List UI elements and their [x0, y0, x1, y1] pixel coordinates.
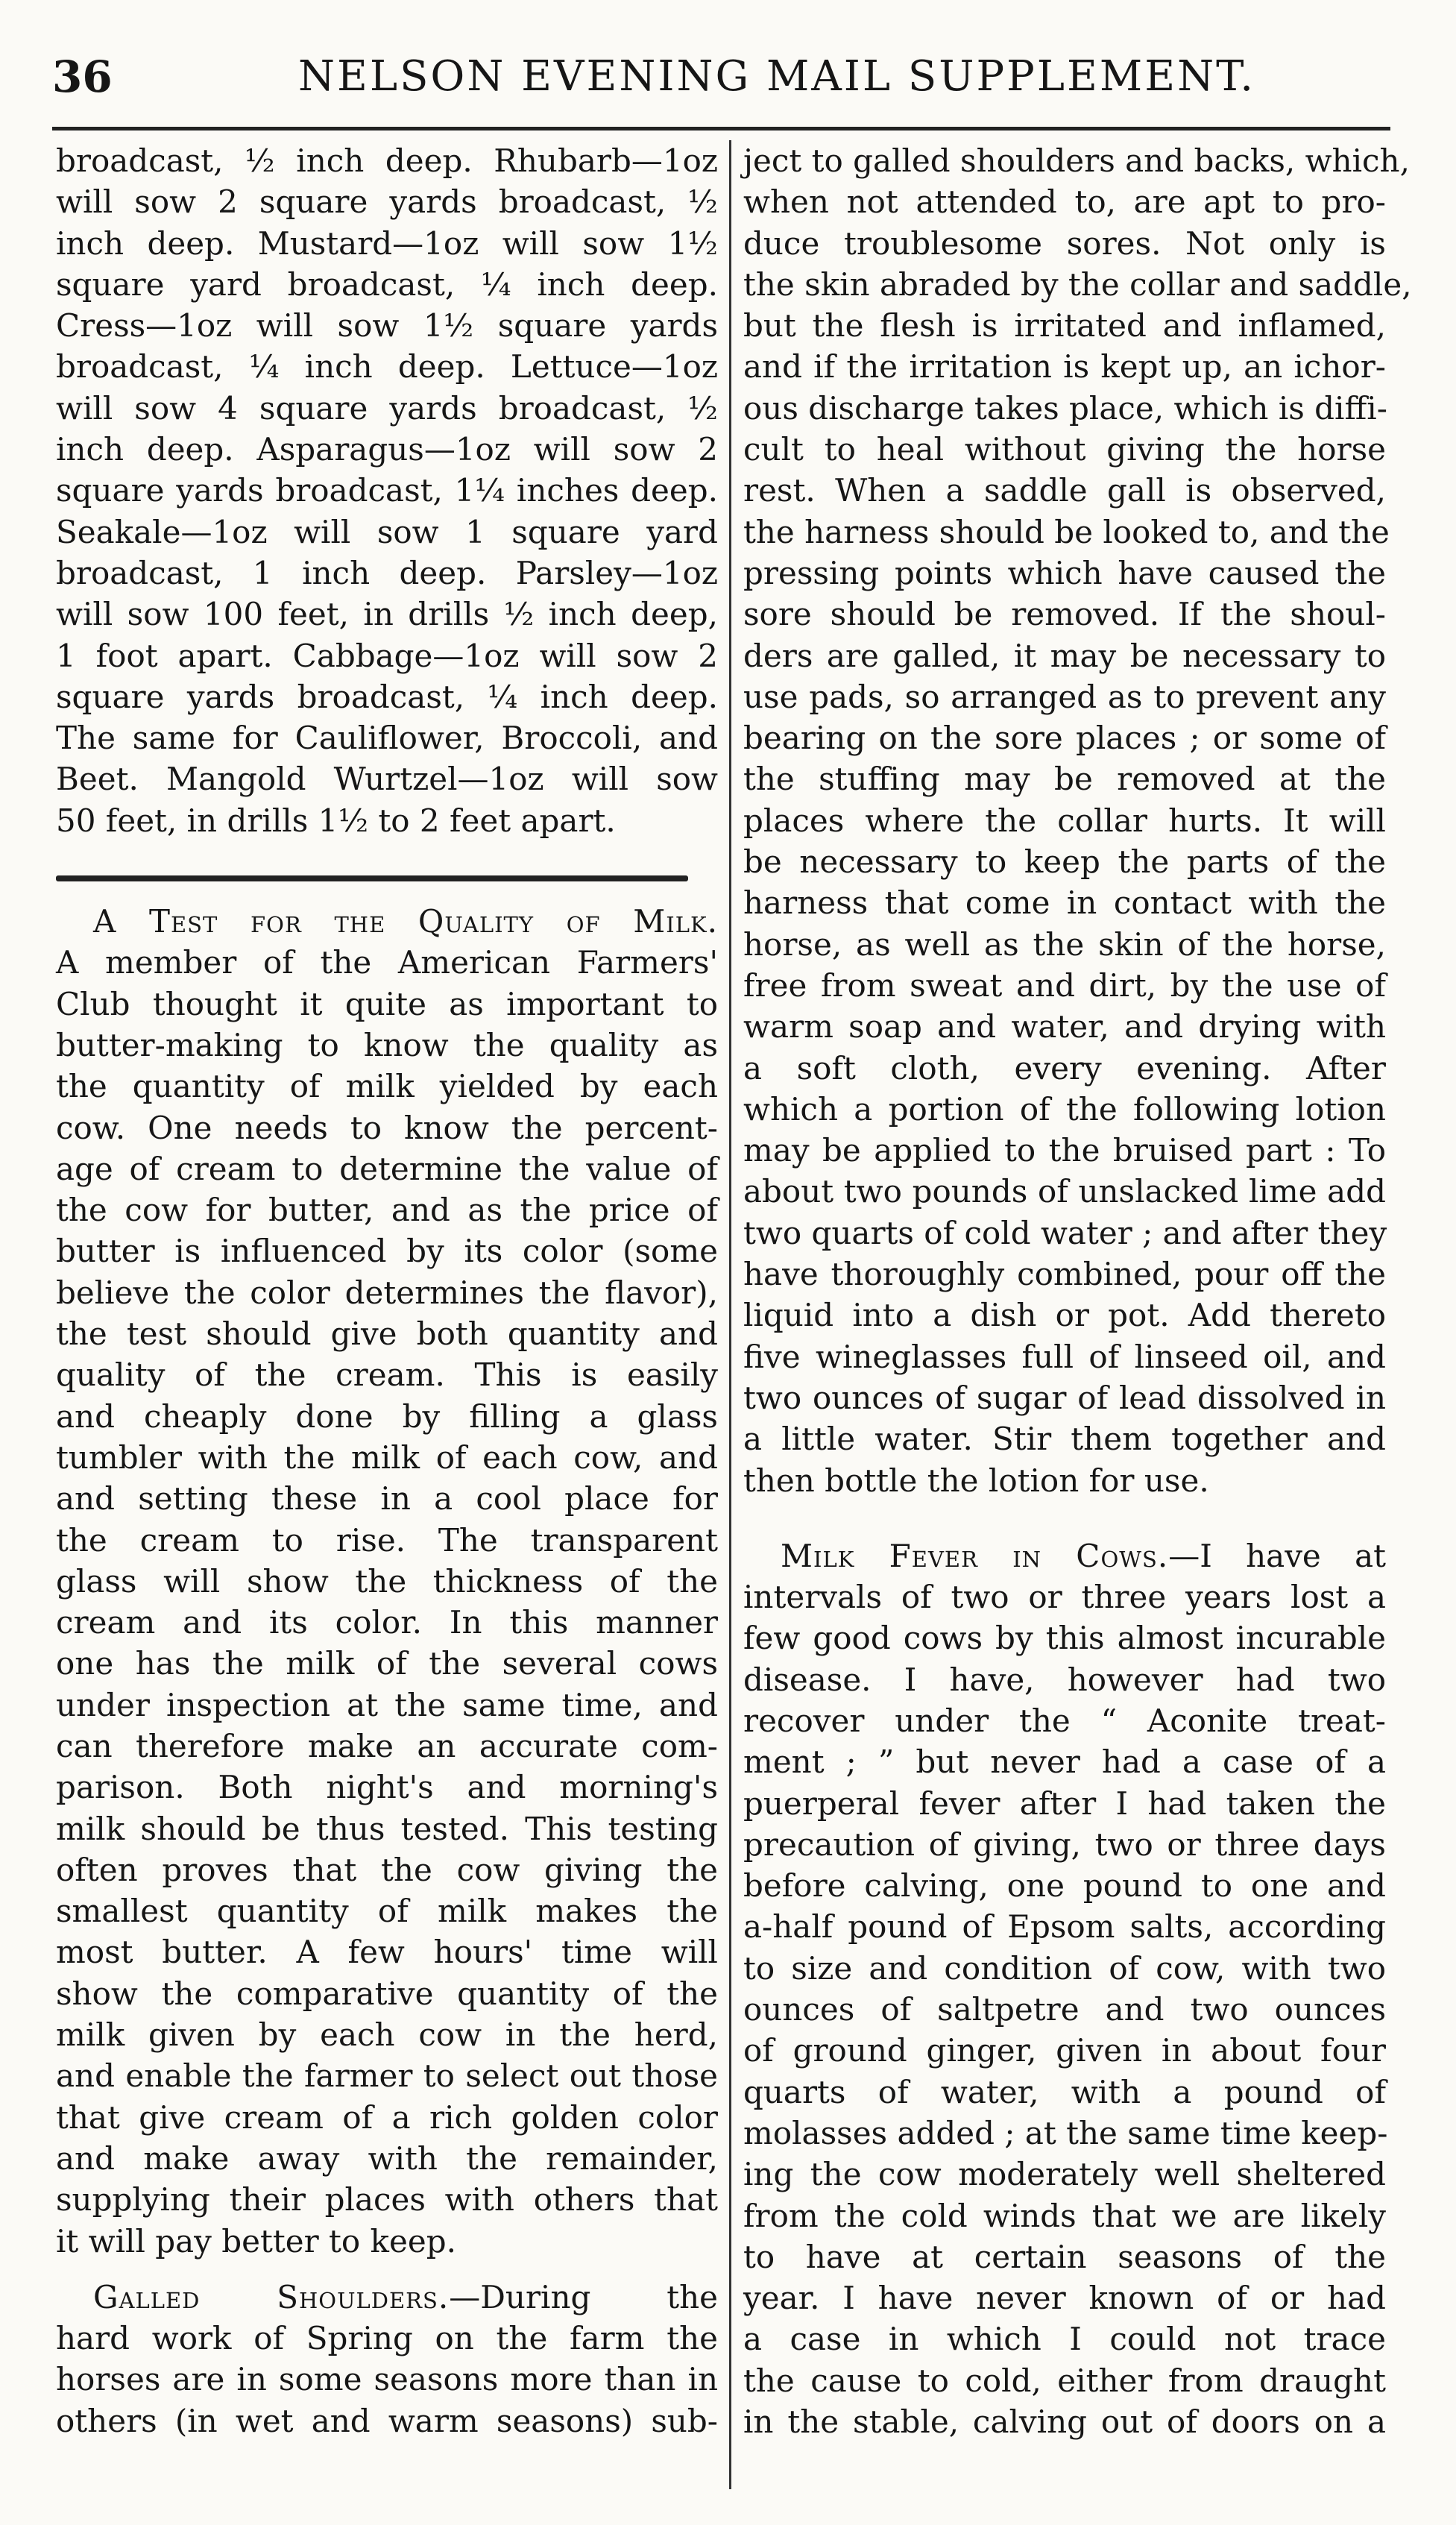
text-line: ounces of saltpetre and two ounces: [743, 1991, 1386, 2028]
text-line: duce troublesome sores. Not only is: [743, 224, 1386, 262]
text-line: about two pounds of unslacked lime add: [743, 1173, 1386, 1210]
section-rule: [56, 875, 688, 881]
galled-shoulders-article: [56, 2277, 718, 2441]
text-line: have thoroughly combined, pour off the: [743, 1256, 1386, 1293]
text-line: cult to heal without giving the horse: [743, 431, 1386, 468]
text-line: horses are in some seasons more than in: [56, 2361, 718, 2398]
text-line: sore should be removed. If the shoul-: [743, 596, 1386, 633]
text-line: the cow for butter, and as the price of: [56, 1192, 718, 1229]
galled-heading-line: [56, 2277, 718, 2318]
text-line: milk given by each cow in the herd,: [56, 2016, 718, 2054]
text-line: A member of the American Farmers': [56, 944, 718, 981]
text-line: broadcast, ¼ inch deep. Lettuce—1oz: [56, 348, 718, 386]
text-line: most butter. A few hours' time will: [56, 1934, 718, 1971]
text-line: inch deep. Mustard—1oz will sow 1½: [56, 224, 718, 262]
page-number: 36: [52, 51, 113, 102]
galled-heading-rest: —During the: [449, 2278, 718, 2315]
left-column: [56, 140, 718, 2441]
text-line: one has the milk of the several cows: [56, 1645, 718, 1682]
text-line: intervals of two or three years lost a: [743, 1579, 1386, 1616]
text-line: often proves that the cow giving the: [56, 1851, 718, 1888]
text-line: few good cows by this almost incurable: [743, 1620, 1386, 1657]
text-line: show the comparative quantity of the: [56, 1975, 718, 2012]
milk-fever-heading-line: [743, 1535, 1386, 1576]
text-line: hard work of Spring on the farm the: [56, 2320, 718, 2357]
text-line: disease. I have, however had two: [743, 1661, 1386, 1698]
galled-shoulders-continued: [743, 140, 1412, 1501]
text-line: two quarts of cold water ; and after they: [743, 1214, 1387, 1251]
text-line: and make away with the remainder,: [56, 2139, 718, 2177]
text-line: Club thought it quite as important to: [56, 985, 718, 1022]
text-line: two ounces of sugar of lead dissolved in: [743, 1379, 1386, 1416]
milk-test-article: [56, 901, 718, 2262]
text-line: warm soap and water, and drying with: [743, 1008, 1386, 1045]
milk-fever-article: [743, 1535, 1386, 2443]
text-line: which a portion of the following lotion: [743, 1090, 1386, 1128]
text-line: but the flesh is irritated and inflamed,: [743, 307, 1386, 345]
text-line: use pads, so arranged as to prevent any: [743, 678, 1386, 715]
text-line: butter-making to know the quality as: [56, 1026, 718, 1063]
text-line: may be applied to the bruised part : To: [743, 1132, 1386, 1169]
text-line: square yards broadcast, 1¼ inches deep.: [56, 472, 718, 509]
text-line: before calving, one pound to one and: [743, 1867, 1386, 1905]
text-line: milk should be thus tested. This testing: [56, 1810, 718, 1847]
text-line: from the cold winds that we are likely: [743, 2197, 1386, 2234]
text-line: to have at certain seasons of the: [743, 2238, 1386, 2275]
text-line: horse, as well as the skin of the horse,: [743, 925, 1386, 963]
text-line: a soft cloth, every evening. After: [743, 1049, 1386, 1087]
text-line: rest. When a saddle gall is observed,: [743, 472, 1386, 509]
text-line: and cheaply done by filling a glass: [56, 1397, 718, 1435]
header-rule: [52, 127, 1390, 131]
text-line: a little water. Stir them together and: [743, 1421, 1386, 1458]
text-line: cream and its color. In this manner: [56, 1604, 718, 1641]
text-line: then bottle the lotion for use.: [743, 1462, 1209, 1499]
text-line: the cause to cold, either from draught: [743, 2362, 1386, 2399]
text-line: harness that come in contact with the: [743, 884, 1386, 922]
text-line: ment ; ” but never had a case of a: [743, 1743, 1386, 1781]
right-column: [743, 140, 1412, 2442]
text-line: that give cream of a rich golden color: [56, 2098, 718, 2136]
text-line: ous discharge takes place, which is diffi-: [743, 389, 1387, 427]
text-line: the stuffing may be removed at the: [743, 761, 1386, 798]
text-line: ders are galled, it may be necessary to: [743, 637, 1386, 674]
running-head: [45, 43, 1416, 110]
text-line: to size and condition of cow, with two: [743, 1949, 1386, 1987]
text-line: Cress—1oz will sow 1½ square yards: [56, 307, 718, 345]
text-line: supplying their places with others that: [56, 2181, 718, 2219]
text-line: broadcast, ½ inch deep. Rhubarb—1oz: [56, 142, 718, 179]
text-line: will sow 2 square yards broadcast, ½: [56, 183, 718, 221]
text-line: free from sweat and dirt, by the use of: [743, 966, 1386, 1004]
text-line: broadcast, 1 inch deep. Parsley—1oz: [56, 554, 718, 591]
text-line: bearing on the sore places ; or some of: [743, 720, 1386, 757]
text-line: butter is influenced by its color (some: [56, 1233, 718, 1270]
text-line: five wineglasses full of linseed oil, and: [743, 1338, 1386, 1375]
text-line: of ground ginger, given in about four: [743, 2032, 1386, 2069]
text-line: puerperal fever after I had taken the: [743, 1785, 1386, 1822]
text-line: 50 feet, in drills 1½ to 2 feet apart.: [56, 802, 616, 839]
text-line: the harness should be looked to, and the: [743, 513, 1390, 550]
milk-test-heading: A Test for the Quality of Milk.: [93, 903, 718, 940]
text-line: the cream to rise. The transparent: [56, 1521, 718, 1559]
text-line: and enable the farmer to select out those: [56, 2057, 718, 2095]
text-line: quarts of water, with a pound of: [743, 2073, 1386, 2110]
milk-test-heading-line: [56, 901, 718, 942]
text-line: places where the collar hurts. It will: [743, 802, 1386, 839]
text-line: square yards broadcast, ¼ inch deep.: [56, 678, 718, 715]
text-line: ject to galled shoulders and backs, which,: [743, 142, 1410, 179]
text-line: will sow 4 square yards broadcast, ½: [56, 389, 718, 427]
text-line: pressing points which have caused the: [743, 554, 1386, 591]
text-line: smallest quantity of milk makes the: [56, 1893, 718, 1930]
text-line: Seakale—1oz will sow 1 square yard: [56, 513, 718, 550]
milk-fever-heading-rest: —I have at: [1168, 1537, 1386, 1574]
text-line: the quantity of milk yielded by each: [56, 1068, 718, 1105]
publication-title: NELSON EVENING MAIL SUPPLEMENT.: [298, 52, 1256, 101]
text-line: tumbler with the milk of each cow, and: [56, 1438, 718, 1476]
text-line: 1 foot apart. Cabbage—1oz will sow 2: [56, 637, 718, 674]
text-line: will sow 100 feet, in drills ½ inch deep,: [56, 596, 718, 633]
text-line: be necessary to keep the parts of the: [743, 843, 1386, 881]
text-line: in the stable, calving out of doors on a: [743, 2403, 1386, 2441]
text-line: Beet. Mangold Wurtzel—1oz will sow: [56, 761, 718, 798]
text-line: precaution of giving, two or three days: [743, 1826, 1386, 1863]
text-line: when not attended to, are apt to pro-: [743, 183, 1386, 221]
text-line: age of cream to determine the value of: [56, 1150, 718, 1187]
text-line: quality of the cream. This is easily: [56, 1356, 718, 1394]
text-line: and if the irritation is kept up, an ichor-: [743, 348, 1386, 386]
text-line: others (in wet and warm seasons) sub-: [56, 2402, 718, 2439]
text-line: The same for Cauliflower, Broccoli, and: [56, 720, 718, 757]
text-line: and setting these in a cool place for: [56, 1480, 718, 1518]
text-line: square yard broadcast, ¼ inch deep.: [56, 265, 718, 303]
text-line: recover under the “ Aconite treat-: [743, 1702, 1386, 1739]
text-line: year. I have never known of or had: [743, 2280, 1386, 2317]
galled-heading: Galled Shoulders.: [93, 2278, 450, 2315]
text-line: under inspection at the same time, and: [56, 1686, 718, 1723]
text-line: the skin abraded by the collar and saddle,: [743, 265, 1412, 303]
text-line: liquid into a dish or pot. Add thereto: [743, 1297, 1386, 1334]
text-line: parison. Both night's and morning's: [56, 1769, 718, 1806]
text-line: believe the color determines the flavor),: [56, 1274, 718, 1311]
seed-quantities-paragraph: [56, 140, 718, 841]
milk-fever-heading: Milk Fever in Cows.: [781, 1537, 1169, 1574]
text-line: can therefore make an accurate com-: [56, 1727, 718, 1764]
text-line: glass will show the thickness of the: [56, 1562, 718, 1600]
text-line: it will pay better to keep.: [56, 2222, 456, 2260]
text-line: the test should give both quantity and: [56, 1315, 718, 1353]
text-line: ing the cow moderately well sheltered: [743, 2156, 1386, 2193]
text-line: a-half pound of Epsom salts, according: [743, 1908, 1386, 1946]
column-divider: [729, 140, 731, 2489]
text-line: cow. One needs to know the percent-: [56, 1109, 718, 1146]
text-line: inch deep. Asparagus—1oz will sow 2: [56, 431, 718, 468]
text-line: a case in which I could not trace: [743, 2321, 1386, 2358]
text-line: molasses added ; at the same time keep-: [743, 2114, 1388, 2151]
